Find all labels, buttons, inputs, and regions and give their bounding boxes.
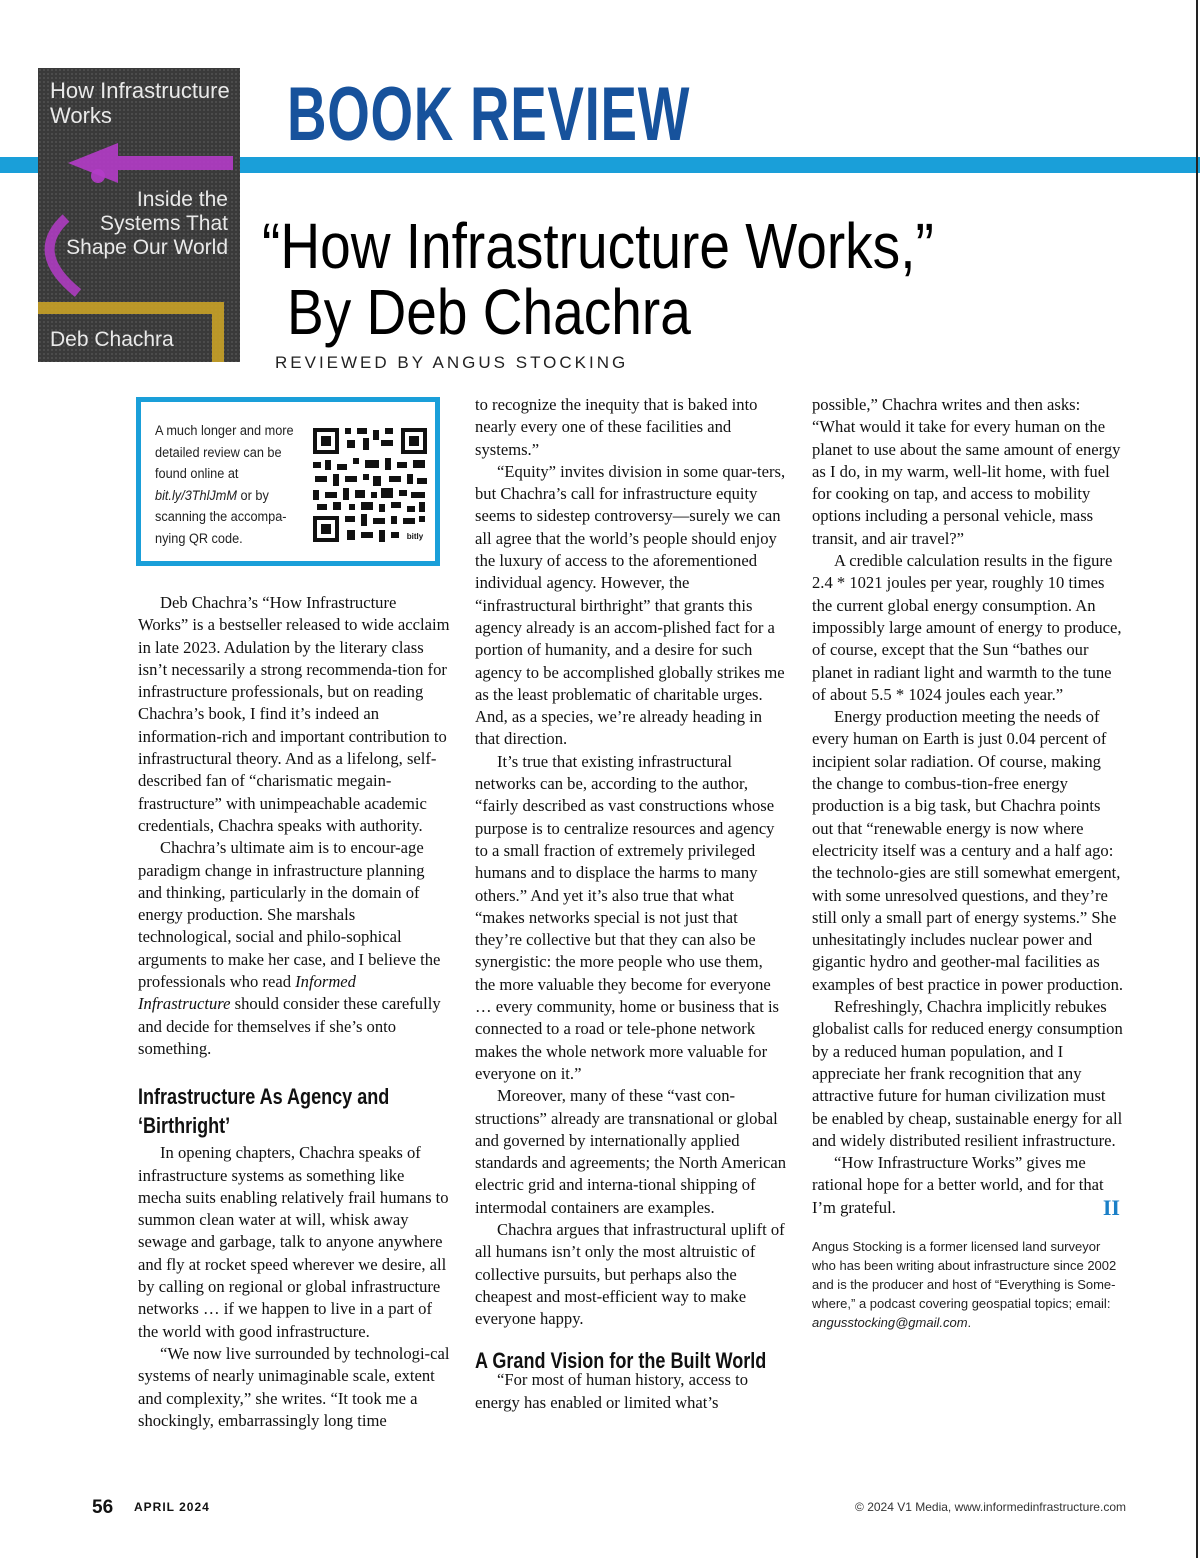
info-text-before: A much longer and more detailed review can be found online at bbox=[155, 423, 294, 481]
article-column-1 bbox=[138, 592, 450, 1432]
article-column-2 bbox=[475, 394, 787, 1414]
page-number: 56 bbox=[92, 1497, 114, 1518]
cover-subtitle: Inside the Systems That Shape Our World bbox=[66, 188, 228, 259]
qr-label: bitly bbox=[406, 532, 424, 541]
cover-title: How Infrastructure Works bbox=[50, 78, 230, 128]
subheading-line: ‘Birthright’ bbox=[138, 1113, 231, 1139]
author-bio bbox=[812, 1237, 1124, 1332]
qr-code-icon[interactable] bbox=[311, 426, 429, 544]
publication-name: Informed Infrastructure bbox=[138, 972, 356, 1014]
bio-end: . bbox=[967, 1314, 972, 1330]
paragraph-text: Chachra’s ultimate aim is to encour-age paradigm change in infrastructure planning and thinking, particularly in the domain of energy production. She marshals technological, social and philo-sophical arguments to make her case, and I believe the professionals who read bbox=[138, 838, 441, 992]
paragraph: In opening chapters, Chachra speaks of infrastructure systems as something like mecha suits enabling relatively frail humans to summon clean water at will, whisk away sewage and garbage, talk to anyone anywhere and fly at rocket speed wherever we desire, all by calling on regional or global infrastructure networks … if we happen to live in a part of the world with good infrastructure. bbox=[138, 1143, 449, 1341]
paragraph: “Equity” invites division in some quar-ters, but Chachra’s call for infrastructure equity seems to sidestep controversy—surely we can all agree that the world’s people should enjoy the luxury of access to the aforementioned individual agency. However, the “infrastructural birthright” that grants this agency already is an accom-plished fact for a portion of humanity, and a desire for such agency to be accomplished globally strikes me as the least problematic of charitable urges. And, as a species, we’re already heading in that direction. bbox=[475, 461, 786, 749]
paragraph: It’s true that existing infrastructural networks can be, according to the author, “fairly described as vast constructions whose purpose is to centralize resources and agency to a small fraction of extremely privileged humans and to displace the harms to many others.” And yet it’s also true that what “makes networks special is not just that they’re collective but that they can also be synergistic: the more people who use them, the more valuable they become for everyone … every community, home or business that is connected to a road or tele-phone network makes the whole network more valuable for everyone on it.” bbox=[475, 751, 780, 1083]
paragraph: “For most of human history, access to energy has enabled or limited what’s bbox=[475, 1370, 749, 1412]
issue-date: APRIL 2024 bbox=[134, 1500, 210, 1514]
section-title: BOOK REVIEW bbox=[287, 72, 691, 157]
reviewer-credit: REVIEWED BY ANGUS STOCKING bbox=[275, 353, 629, 372]
paragraph: Chachra argues that infrastructural uplift of all humans isn’t only the most altruistic of collective pursuits, but perhaps also the cheapest and most-efficient way to make everyone happy. bbox=[475, 1219, 785, 1329]
paragraph: possible,” Chachra writes and then asks: “What would it take for every human on the planet to use about the same amount of energy as I do, in my warm, well-lit home, with fuel for cooking on tap, and access to mobility options including a personal vehicle, mass transit, and air travel?” bbox=[812, 395, 1121, 548]
paragraph: A credible calculation results in the figure 2.4 * 1021 joules per year, roughly 10 times the current global energy consumption. An impossibly large amount of energy to produce, of course, except that the Sun “bathes our planet in radiant light and warmth to the tune of about 5.5 * 1024 joules each year.” bbox=[812, 551, 1122, 704]
book-byline: By Deb Chachra bbox=[287, 276, 691, 348]
online-review-box bbox=[136, 397, 440, 566]
bio-text: Angus Stocking is a former licensed land surveyor who has been writing about infrastructure since 2002 and is the producer and host of “Everything is Some-where,” a podcast covering geospatial topics; email: bbox=[812, 1238, 1117, 1311]
paragraph: Energy production meeting the needs of every human on Earth is just 0.04 percent of incipient solar radiation. Of course, making the change to combus-tion-free energy production is a big task, but Chachra points out that “renewable energy is now where electricity itself was a century and a half ago: the technolo-gies are still somewhat emergent, with some unresolved questions, and they’re still only a small part of energy systems.” She unhesitatingly includes nuclear power and gigantic hydro and geother-mal facilities as examples of best practice in power production. bbox=[812, 707, 1124, 994]
info-text-after: or by scanning the accompa-nying QR code. bbox=[155, 487, 287, 546]
page-edge-rule bbox=[1196, 0, 1198, 1558]
paragraph-text: “How Infrastructure Works” gives me rational hope for a better world, and for that I’m grateful. bbox=[812, 1153, 1104, 1217]
cover-author: Deb Chachra bbox=[50, 328, 174, 351]
review-link[interactable]: bit.ly/3ThlJmM bbox=[155, 487, 237, 503]
online-review-text bbox=[155, 420, 298, 549]
paragraph bbox=[812, 1152, 1124, 1219]
article-column-3 bbox=[812, 394, 1124, 1332]
copyright-notice: © 2024 V1 Media, www.informedinfrastructure.com bbox=[855, 1500, 1126, 1514]
paragraph: Moreover, many of these “vast con-structions” already are transnational or global and governed by internationally applied standards and agreements; the North American electric grid and interna-tional shipping of intermodal containers are examples. bbox=[475, 1086, 787, 1217]
paragraph bbox=[138, 837, 450, 1060]
subheading-line: Infrastructure As Agency and bbox=[138, 1084, 390, 1110]
end-mark-icon: II bbox=[1102, 1194, 1120, 1220]
paragraph: “We now live surrounded by technologi-cal systems of nearly unimaginable scale, extent and complexity,” she writes. “It took me a shockingly, embarrassingly long time bbox=[138, 1343, 450, 1430]
author-email-link[interactable]: angusstocking@gmail.com bbox=[812, 1314, 968, 1330]
book-cover bbox=[38, 68, 240, 362]
paragraph: Refreshingly, Chachra implicitly rebukes globalist calls for reduced energy consumption by a reduced human population, and I appreciate her frank recognition that any attractive future for human civilization must be enabled by cheap, sustainable energy for all and widely distributed resilient infrastructure. bbox=[812, 997, 1123, 1150]
book-title: “How Infrastructure Works,” bbox=[262, 210, 934, 282]
paragraph: to recognize the inequity that is baked into nearly every one of these facilities and systems.” bbox=[475, 395, 758, 459]
subheading-agency bbox=[138, 1082, 450, 1140]
paragraph-text: should consider these carefully and decide for themselves if she’s onto something. bbox=[138, 994, 441, 1058]
paragraph: Deb Chachra’s “How Infrastructure Works” is a bestseller released to wide acclaim in late 2023. Adulation by the literary class isn’t necessarily a strong recommenda-tion for infrastructure professionals, but on reading Chachra’s book, I find it’s indeed an information-rich and important contribution to infrastructural theory. And as a lifelong, self-described fan of “charismatic megain-frastructure” with unimpeachable academic credentials, Chachra speaks with authority. bbox=[138, 593, 450, 835]
subheading-vision: A Grand Vision for the Built World bbox=[475, 1348, 767, 1374]
